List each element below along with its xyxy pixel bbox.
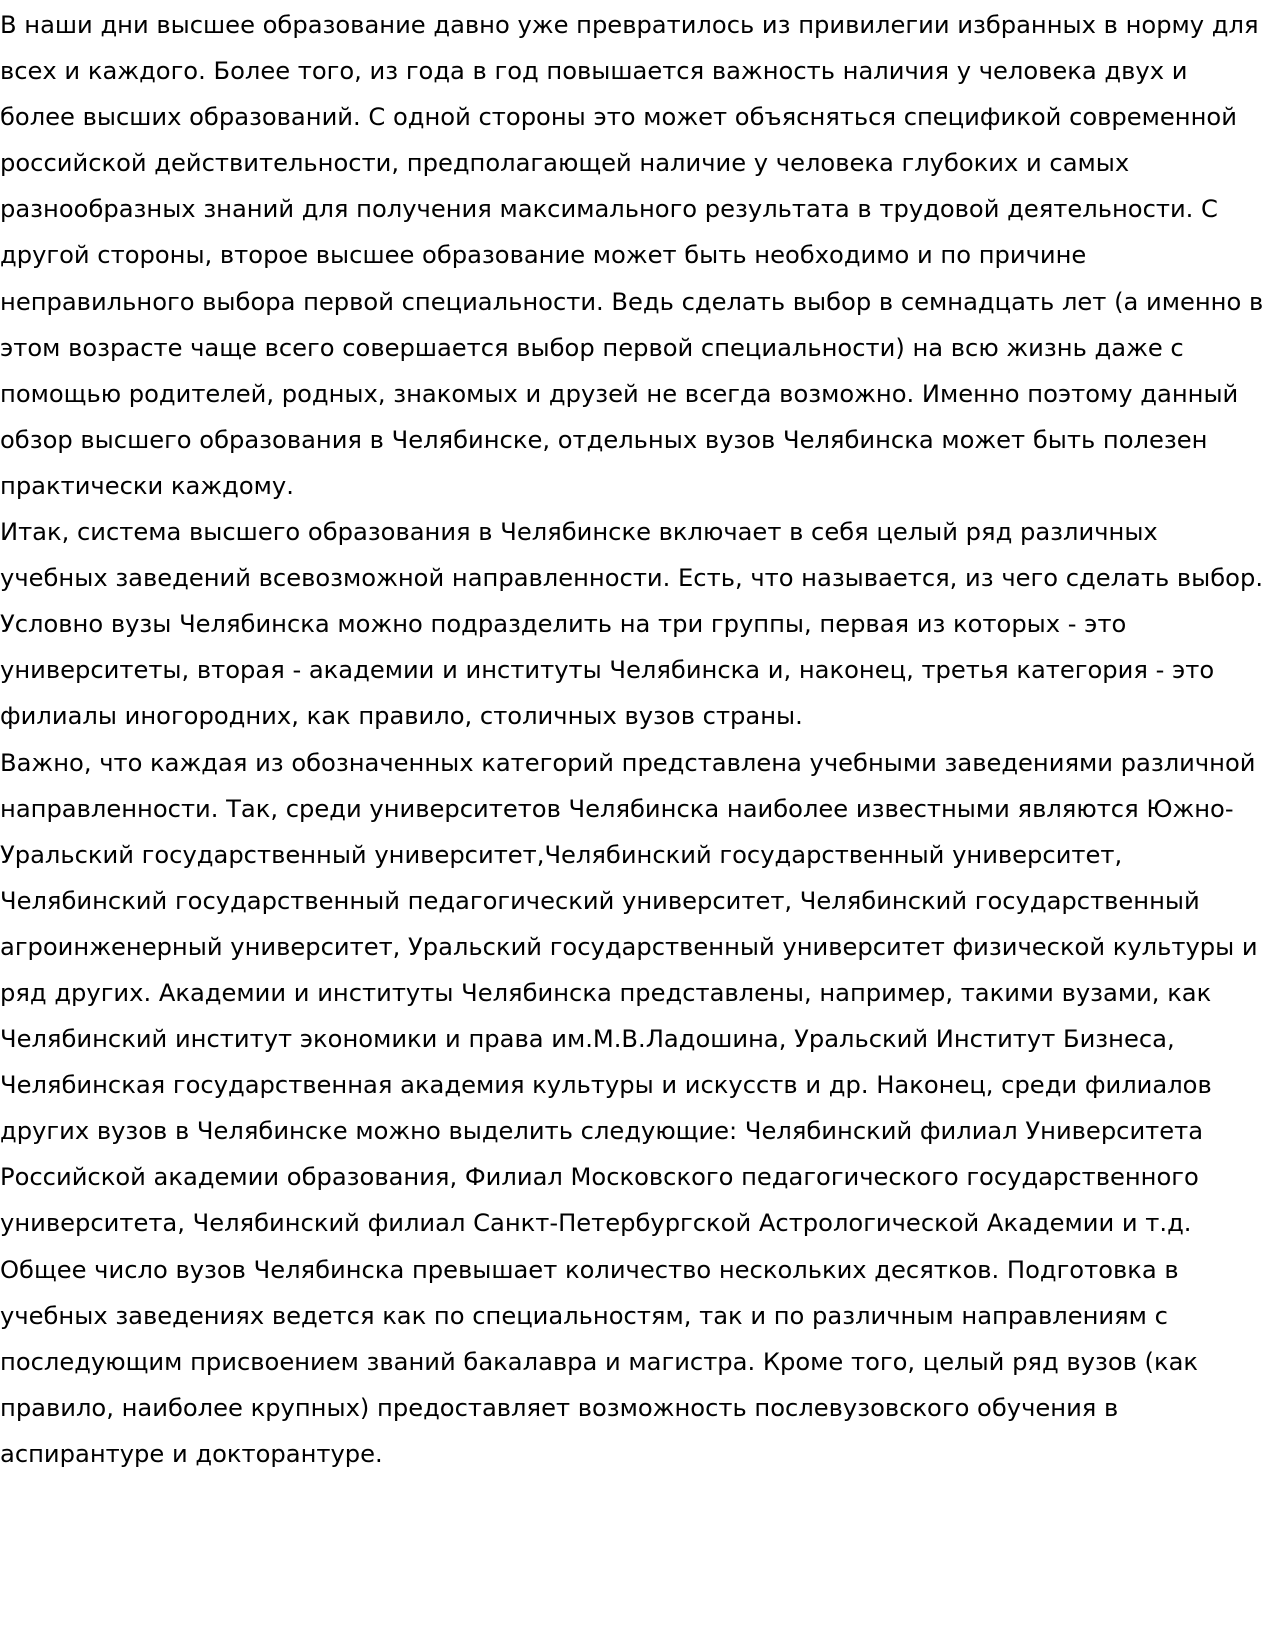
article-paragraph-categories: Итак, система высшего образования в Челябинске включает в себя целый ряд различных учебных заведений всевозможной направленности. Есть, что называется, из чего сделать выбор. Условно вузы Челябинска можно подразделить на три группы, первая из которых - это университеты, вторая - академии и институты Челябинска и, наконец, третья категория - это филиалы иногородних, как правило, столичных вузов страны.: [0, 518, 1264, 731]
article-paragraph-intro: В наши дни высшее образование давно уже превратилось из привилегии избранных в норму для всех и каждого. Более того, из года в год повышается важность наличия у человека двух и более высших образований. С одной стороны это может объясняться спецификой современной российской действительности, предполагающей наличие у человека глубоких и самых разнообразных знаний для получения максимального результата в трудовой деятельности. С другой стороны, второе высшее образование может быть необходимо и по причине неправильного выбора первой специальности. Ведь сделать выбор в семнадцать лет (а именно в этом возрасте чаще всего совершается выбор первой специальности) на всю жизнь даже с помощью родителей, родных, знакомых и друзей не всегда возможно. Именно поэтому данный обзор высшего образования в Челябинске, отдельных вузов Челябинска может быть полезен практически каждому.: [0, 11, 1264, 500]
article-paragraph-universities: Важно, что каждая из обозначенных категорий представлена учебными заведениями различной направленности. Так, среди университетов Челябинска наиболее известными являются Южно-Уральский государственный университет,Челябинский государственный университет, Челябинский государственный педагогический университет, Челябинский государственный агроинженерный университет, Уральский государственный университет физической культуры и ряд других. Академии и институты Челябинска представлены, например, такими вузами, как Челябинский институт экономики и права им.М.В.Ладошина, Уральский Институт Бизнеса, Челябинская государственная академия культуры и искусств и др. Наконец, среди филиалов других вузов в Челябинске можно выделить следующие: Челябинский филиал Университета Российской академии образования, Филиал Московского педагогического государственного университета, Челябинский филиал Санкт-Петербургской Астрологической Академии и т.д. Общее число вузов Челябинска превышает количество нескольких десятков. Подготовка в учебных заведениях ведется как по специальностям, так и по различным направлениям с последующим присвоением званий бакалавра и магистра. Кроме того, целый ряд вузов (как правило, наиболее крупных) предоставляет возможность послевузовского обучения в аспирантуре и докторантуре.: [0, 748, 1258, 1468]
